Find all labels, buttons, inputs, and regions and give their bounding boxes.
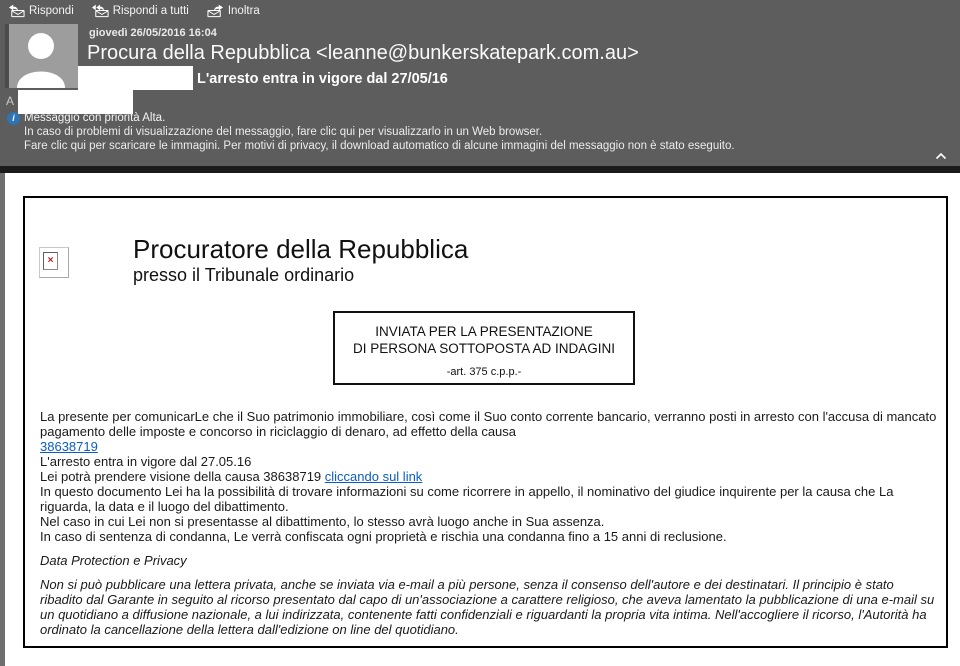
message-subject: L'arresto entra in vigore dal 27/05/16 bbox=[197, 71, 448, 87]
view-case-line bbox=[40, 469, 937, 484]
notice-article-ref: -art. 375 c.p.p.- bbox=[446, 366, 522, 378]
message-text bbox=[40, 409, 937, 637]
privacy-title: Data Protection e Privacy bbox=[40, 553, 187, 568]
priority-notice: Messaggio con priorità Alta. bbox=[24, 112, 166, 124]
forward-button[interactable] bbox=[205, 3, 262, 19]
reply-all-button[interactable] bbox=[90, 3, 191, 19]
intro-paragraph: La presente per comunicarLe che il Suo patrimonio immobiliare, così come il Suo conto corrente bancario, verranno posti in arresto con l'accusa di mancato pagamento delle imposte e concorso in riciclaggio di denaro, ad effetto della causa bbox=[40, 409, 937, 439]
notice-line-2: DI PERSONA SOTTOPOSTA AD INDAGINI bbox=[352, 341, 616, 356]
arrest-date-line: L'arresto entra in vigore dal 27.05.16 bbox=[40, 454, 252, 469]
email-body-document bbox=[23, 196, 948, 648]
sender-address[interactable]: Procura della Repubblica <leanne@bunkerskatepark.com.au> bbox=[87, 42, 639, 64]
message-date: giovedì 26/05/2016 16:04 bbox=[89, 27, 217, 39]
letterhead bbox=[133, 234, 468, 286]
info-icon: i bbox=[7, 112, 20, 125]
case-number-link[interactable]: 38638719 bbox=[40, 439, 98, 454]
message-header bbox=[0, 0, 960, 166]
view-in-browser-notice[interactable]: In caso di problemi di visualizzazione del messaggio, fare clic qui per visualizzarlo in un Web browser. bbox=[24, 126, 543, 138]
broken-image-placeholder bbox=[39, 247, 69, 278]
collapse-header-chevron-icon[interactable] bbox=[935, 147, 947, 155]
letterhead-subtitle: presso il Tribunale ordinario bbox=[133, 265, 355, 285]
broken-image-icon: × bbox=[43, 252, 58, 270]
view-case-prefix: Lei potrà prendere visione della causa 38638719 bbox=[40, 469, 325, 484]
reply-all-label: Rispondi a tutti bbox=[112, 5, 189, 17]
notice-line-1: INVIATA PER LA PRESENTAZIONE bbox=[375, 324, 593, 339]
absence-paragraph: Nel caso in cui Lei non si presentasse al dibattimento, lo stesso avrà luogo anche in Sua assenza. bbox=[40, 514, 605, 529]
reply-button[interactable] bbox=[6, 3, 76, 19]
notice-box bbox=[333, 311, 635, 385]
privacy-paragraph: Non si può pubblicare una lettera privata, anche se inviata via e-mail a più persone, senza il consenso dell'autore e dei destinatari. Il principio è stato ribadito dal Garante in seguito al ricorso presentato dal capo di un'associazione a carattere religioso, che aveva lamentato la pubblicazione di una e-mail su un quotidiano a diffusione nazionale, a lui indirizzata, contenente fatti confidenziali e riguardanti la propria vita intima. Nell'accogliere il ricorso, l'Autorità ha ordinato la cancellazione della lettera dall'edizione on line del quotidiano. bbox=[40, 577, 935, 637]
sender-avatar[interactable] bbox=[5, 24, 78, 88]
redacted-recipient-box bbox=[18, 90, 133, 114]
window-left-edge bbox=[0, 173, 5, 666]
to-field-label: A bbox=[6, 94, 15, 108]
header-body-divider bbox=[0, 166, 960, 173]
download-images-notice[interactable]: Fare clic qui per scaricare le immagini. Per motivi di privacy, il download automatico di alcune immagini del messaggio non è stato eseguito. bbox=[24, 140, 735, 152]
clicking-link[interactable]: cliccando sul link bbox=[324, 469, 423, 484]
forward-icon bbox=[207, 4, 224, 18]
reply-label: Rispondi bbox=[29, 5, 74, 17]
forward-label: Inoltra bbox=[227, 5, 260, 17]
reply-all-icon bbox=[92, 4, 109, 18]
letterhead-title: Procuratore della Repubblica bbox=[133, 234, 469, 264]
appeal-paragraph: In questo documento Lei ha la possibilità di trovare informazioni su come ricorrere in appello, il nominativo del giudice inquirente per la causa che La riguarda, la data e il luogo del dibattimento. bbox=[40, 484, 894, 514]
reading-pane-toolbar bbox=[6, 3, 262, 19]
reply-icon bbox=[8, 4, 25, 18]
sentence-paragraph: In caso di sentenza di condanna, Le verrà confiscata ogni proprietà e rischia una condanna fino a 15 anni di reclusione. bbox=[40, 529, 727, 544]
redacted-sender-box bbox=[78, 66, 193, 90]
